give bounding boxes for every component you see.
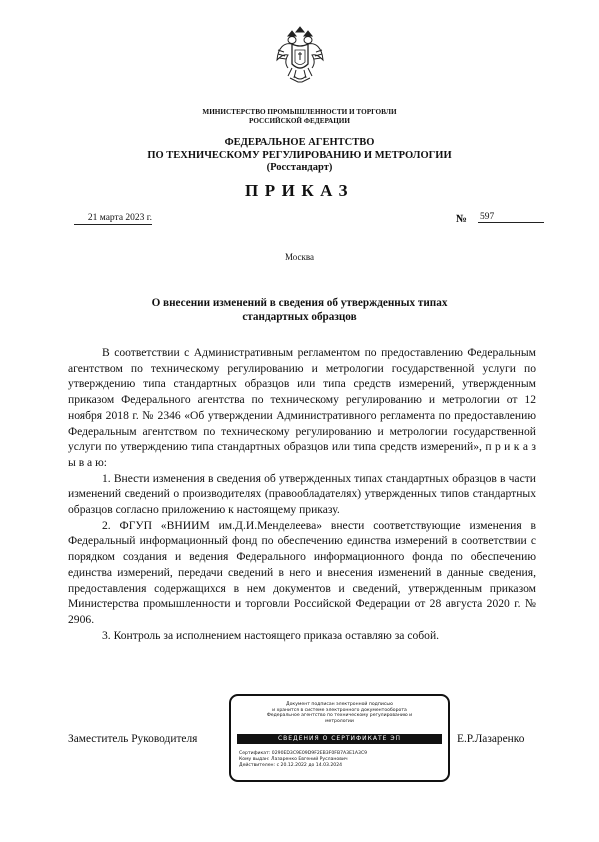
order-number-sign: № [456,213,468,225]
order-body [68,345,536,643]
order-title: ПРИКАЗ [245,181,354,200]
agency-line-2: ПО ТЕХНИЧЕСКОМУ РЕГУЛИРОВАНИЮ И МЕТРОЛОГИИ [147,149,452,161]
order-date: 21 марта 2023 г. [74,213,152,225]
russian-coat-of-arms-icon [274,24,326,86]
agency-line-1: ФЕДЕРАЛЬНОЕ АГЕНТСТВО [224,137,375,148]
ministry-name [0,108,599,126]
ministry-line-1: МИНИСТЕРСТВО ПРОМЫШЛЕННОСТИ И ТОРГОВЛИ [202,108,397,116]
signatory-title: Заместитель Руководителя [68,733,198,745]
stamp-banner: СВЕДЕНИЯ О СЕРТИФИКАТЕ ЭП [237,734,442,744]
preamble-paragraph: В соответствии с Административным регламентом по предоставлению Федеральным агентством по техническому регулированию и метрологии государственной услуги по утверждению типа стандартных образцов или типа средств измерений, утвержденным приказом Федерального агентства по техническому регулированию и метрологии от 12 ноября 2018 г. № 2346 «Об утверждении Административного регламента по предоставлению Федеральным агентством по техническому регулированию и метрологии государственной услуги по утверждению типа стандартных образцов или типа средств измерений», п р и к а з ы в а ю: [68,346,536,469]
stamp-validity: Действителен: с 20.12.2022 до 14.03.2024 [239,763,343,768]
subject-line-1: О внесении изменений в сведения об утвержденных типах [151,297,448,309]
signatory-name: Е.Р.Лазаренко [457,733,525,745]
item-2-paragraph: 2. ФГУП «ВНИИМ им.Д.И.Менделеева» внести соответствующие изменения в Федеральный информационный фонд по обеспечению единства измерений в соответствии с порядком создания и ведения Федерального информационного фонда по обеспечению единства измерений, передачи сведений в него и внесения изменений в данные сведения, предоставления содержащихся в нем документов и сведений, утвержденным приказом Министерства промышленности и торговли Российской Федерации от 28 августа 2020 г. № 2906. [68,518,536,626]
ministry-line-2: РОССИЙСКОЙ ФЕДЕРАЦИИ [249,117,350,125]
item-1-paragraph: 1. Внести изменения в сведения об утвержденных типах стандартных образцов в части изменений сведений о производителях (правообладателях) утвержденных типов стандартных образцов согласно приложению к настоящему приказу. [68,471,536,517]
stamp-owner: Кому выдан: Лазаренко Евгений Русланович [239,757,348,762]
electronic-signature-stamp [229,694,450,782]
stamp-details [239,751,367,769]
subject-line-2: стандартных образцов [242,311,357,323]
stamp-certificate: Сертификат: 0290ED3C9E09D9F2EB3F0FB7A3E1A3C9 [239,751,368,756]
stamp-line-1: Документ подписан электронной подписью [286,702,393,707]
order-subject [0,296,599,324]
agency-line-3: (Росстандарт) [266,162,333,173]
stamp-line-4: метрологии [325,718,354,724]
agency-name [0,137,599,175]
item-3-paragraph: 3. Контроль за исполнением настоящего приказа оставляю за собой. [102,628,440,642]
stamp-line-2: и хранится в системе электронного документооборота [272,707,407,713]
stamp-line-3: Федеральное агентство по техническому регулированию и [266,713,413,719]
order-number: 597 [478,212,544,223]
stamp-header [237,702,442,724]
city: Москва [285,252,314,262]
